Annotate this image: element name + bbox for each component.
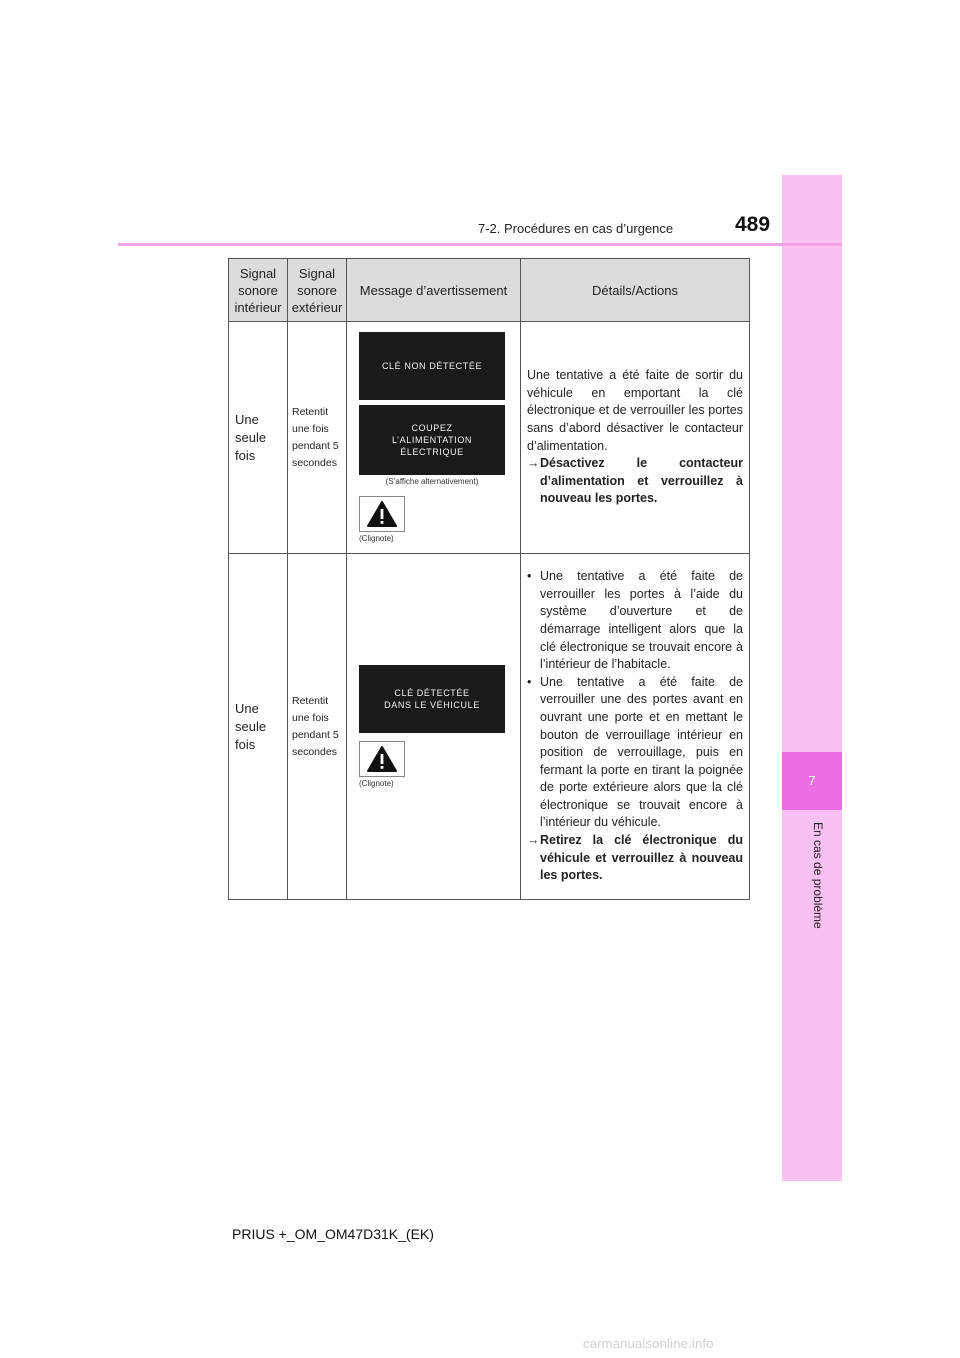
model-code-footer: PRIUS +_OM_OM47D31K_(EK) [232, 1226, 434, 1242]
header-message: Message d’avertissement [347, 259, 521, 322]
watermark: carmanualsonline.info [583, 1336, 714, 1351]
warning-caption: (Clignote) [359, 534, 394, 543]
interior-beep-cell: Une seule fois [229, 322, 288, 554]
action-item: → Désactivez le contacteur d’alimentation et verrouillez à nouveau les portes. [527, 456, 743, 506]
warning-triangle-icon [366, 745, 398, 773]
warning-indicator [359, 741, 405, 777]
action-item: → Retirez la clé électronique du véhicule et verrouillez à nouveau les portes. [527, 833, 743, 883]
list-item: • Une tentative a été faite de verrouiller une des portes avant en ouvrant une porte et en mettant le bouton de verrouillage intérieur en position de verrouillage, puis en fermant la porte en tirant la poignée de porte extérieure alors que la clé électronique se trouvait encore à l’intérieur du véhicule. [527, 674, 743, 830]
exterior-beep-cell: Retentit une fois pendant 5 secondes [288, 322, 347, 554]
warning-caption: (Clignote) [359, 779, 394, 788]
chapter-number: 7 [782, 752, 842, 810]
bullet-icon: • [527, 674, 532, 689]
table-row [229, 554, 750, 900]
exterior-beep-cell: Retentit une fois pendant 5 secondes [288, 554, 347, 900]
header-interior-beep: Signal sonore intérieur [229, 259, 288, 322]
warning-message-table [228, 258, 750, 900]
bullet-icon: • [527, 569, 532, 584]
details-cell [521, 554, 750, 900]
display-screen: CLÉ DÉTECTÉE DANS LE VÉHICULE [359, 665, 505, 733]
header-details: Détails/Actions [521, 259, 750, 322]
header-exterior-beep: Signal sonore extérieur [288, 259, 347, 322]
message-cell [347, 554, 521, 900]
list-item: • Une tentative a été faite de verrouiller les portes à l’aide du système d’ouverture et de démarrage intelligent alors que la clé électronique se trouvait encore à l’intérieur de l’habitacle. [527, 569, 743, 672]
chapter-title: En cas de problème [811, 822, 825, 929]
header-rule [118, 243, 842, 246]
interior-beep-cell: Une seule fois [229, 554, 288, 900]
section-title: 7-2. Procédures en cas d’urgence [478, 221, 674, 236]
message-cell [347, 322, 521, 554]
page-number: 489 [735, 213, 771, 236]
details-cell [521, 322, 750, 554]
screens-caption: (S’affiche alternativement) [385, 477, 479, 486]
chapter-side-tab [782, 175, 842, 1181]
warning-indicator [359, 496, 405, 532]
details-text: Une tentative a été faite de sortir du véhicule en emportant la clé électronique et de verrouiller les portes sans d’abord désactiver le contacteur d’alimentation. [527, 368, 743, 453]
arrow-icon: → [527, 833, 540, 848]
display-screen: CLÉ NON DÉTECTÉE [359, 332, 505, 400]
display-screen: COUPEZ L’ALIMENTATION ÉLECTRIQUE [359, 405, 505, 475]
arrow-icon: → [527, 456, 540, 471]
table-row [229, 322, 750, 554]
table-header-row [229, 259, 750, 322]
warning-triangle-icon [366, 500, 398, 528]
